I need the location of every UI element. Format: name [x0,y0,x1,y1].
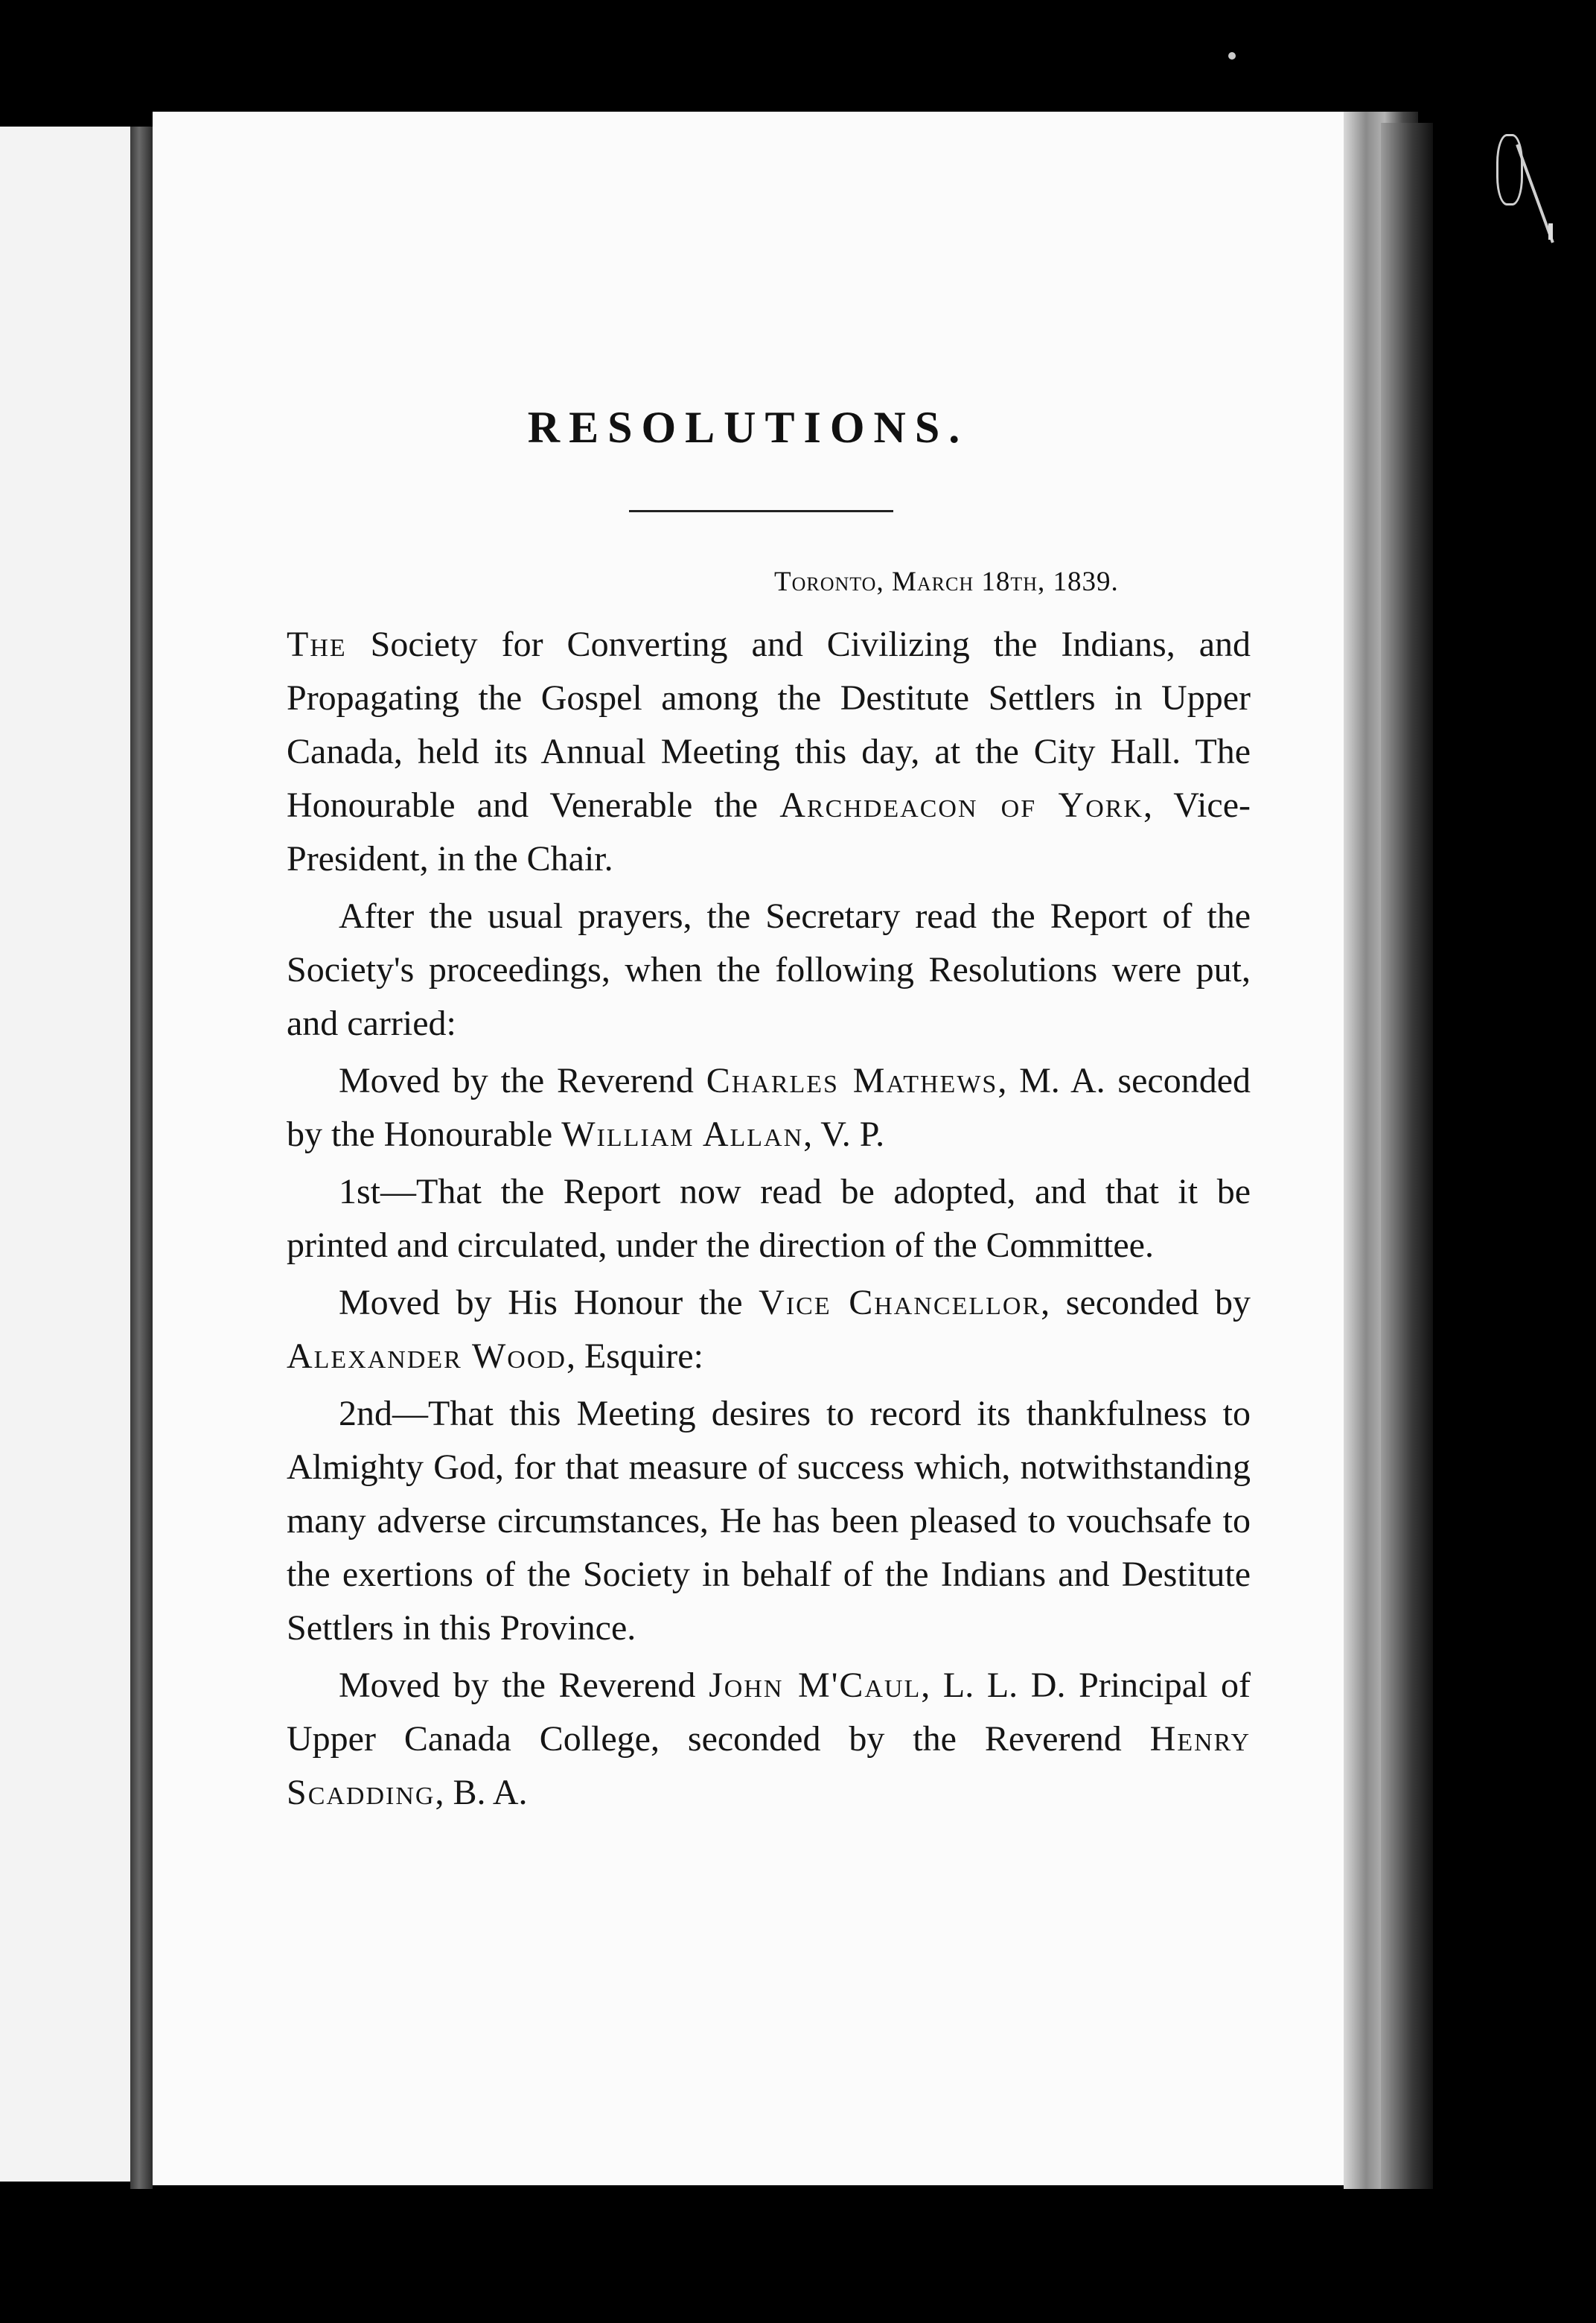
paragraph-text: Moved by His Honour the [339,1283,759,1322]
page-title: RESOLUTIONS. [527,403,969,452]
mover-name: John M'Caul [709,1666,922,1705]
paragraph-text: Moved by the Reverend [339,1061,706,1100]
chair-name: Archdeacon of York [779,786,1143,825]
document-body [287,618,1251,1823]
seconder-name: Henry Scadding [287,1719,1251,1812]
paragraph-text: , V. P. [803,1115,885,1154]
paragraph-text: , Esquire: [566,1336,703,1376]
paragraph-motion-1 [287,1054,1251,1162]
paragraph-text: , L. L. D. Principal of Upper Canada College, seconded by the Reverend [287,1666,1251,1759]
paragraph-text: Moved by the Reverend [339,1666,709,1705]
paragraph-text: , M. A. seconded by the Honourable [287,1061,1251,1154]
scan-artifact [1228,52,1236,60]
paragraph-text: , seconded by [1041,1283,1251,1322]
seconder-name: Alexander Wood [287,1336,566,1376]
left-page-edge [0,127,130,2182]
paragraph-text: , Vice-President, in the Chair. [287,786,1251,879]
cover-edge [1381,123,1433,2189]
paragraph-motion-2 [287,1276,1251,1383]
paragraph-motion-3 [287,1659,1251,1820]
paragraph-text: Society for Converting and Civilizing the Indians, and Propagating the Gospel among the Destitute Settlers in Upper Canada, held its Annual Meeting this day, at the City Hall. The Honourable and Venerable the [287,625,1251,825]
resolution-2: 2nd—That this Meeting desires to record its thankfulness to Almighty God, for that measure of success which, notwithstanding many adverse circumstances, He has been pleased to vouchsafe to the exertions of the Society in behalf of the Indians and Destitute Settlers in this Province. [287,1394,1251,1648]
mover-name: Vice Chancellor [759,1283,1041,1322]
scan-artifact [1548,223,1553,240]
lead-word: The [287,625,347,664]
mover-name: Charles Mathews [706,1061,998,1100]
paragraph-text: , B. A. [435,1773,528,1812]
resolution-1: 1st—That the Report now read be adopted, and that it be printed and circulated, under the direction of the Committee. [287,1172,1251,1265]
title-rule [629,510,893,512]
seconder-name: William Allan [561,1115,804,1154]
paragraph-meeting [287,618,1251,886]
dateline: Toronto, March 18th, 1839. [774,567,1119,597]
scan-artifact [1496,134,1523,205]
paragraph-prayers: After the usual prayers, the Secretary read the Report of the Society's proceedings, when the following Resolutions were put, and carried: [287,896,1251,1043]
book-spine [130,127,153,2189]
